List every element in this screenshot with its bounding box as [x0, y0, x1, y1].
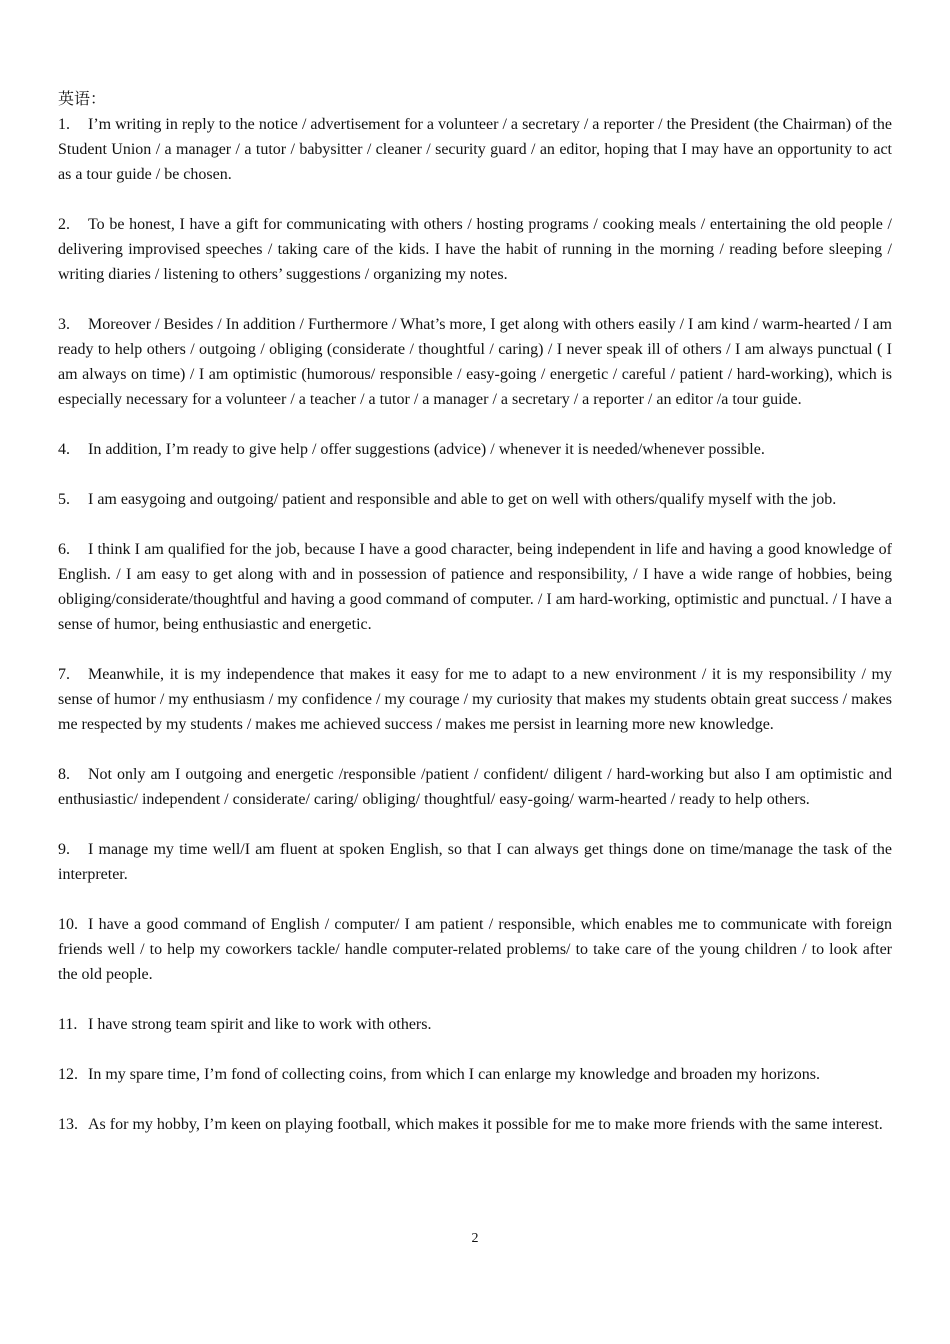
list-item	[58, 762, 892, 812]
item-number: 7.	[58, 666, 70, 683]
item-text: I have strong team spirit and like to work with others.	[88, 1016, 432, 1033]
item-text: As for my hobby, I’m keen on playing football, which makes it possible for me to make more friends with the same interest.	[88, 1116, 883, 1133]
item-number: 5.	[58, 491, 70, 508]
item-number: 13.	[58, 1116, 78, 1133]
item-text: I think I am qualified for the job, because I have a good character, being independent in life and having a good knowledge of English. / I am easy to get along with and in possession of patience and responsibility, / I have a wide range of hobbies, being obliging/considerate/thoughtful and having a good command of computer. / I am hard-working, optimistic and punctual. / I have a sense of humor, being enthusiastic and energetic.	[58, 541, 892, 633]
list-item	[58, 662, 892, 737]
item-number: 12.	[58, 1066, 78, 1083]
item-number: 8.	[58, 766, 70, 783]
sentence-list	[58, 112, 892, 1137]
list-item	[58, 437, 892, 462]
item-text: Moreover / Besides / In addition / Furthermore / What’s more, I get along with others easily / I am kind / warm-hearted / I am ready to help others / outgoing / obliging (considerate / thoughtful / caring) / I never speak ill of others / I am always punctual ( I am always on time) / I am optimistic (humorous/ responsible / easy-going / energetic / careful / patient / hard-working), which is especially necessary for a volunteer / a teacher / a tutor / a manager / a secretary / a reporter / an editor /a tour guide.	[58, 316, 892, 408]
list-item	[58, 212, 892, 287]
list-item	[58, 537, 892, 637]
item-text: I manage my time well/I am fluent at spoken English, so that I can always get things done on time/manage the task of the interpreter.	[58, 841, 892, 883]
item-text: Not only am I outgoing and energetic /responsible /patient / confident/ diligent / hard-working but also I am optimistic and enthusiastic/ independent / considerate/ caring/ obliging/ thoughtful/ easy-going/ warm-hearted / ready to help others.	[58, 766, 892, 808]
section-heading: 英语：	[58, 91, 107, 108]
item-number: 11.	[58, 1016, 78, 1033]
item-text: Meanwhile, it is my independence that makes it easy for me to adapt to a new environment / it is my responsibility / my sense of humor / my enthusiasm / my confidence / my courage / my curiosity that makes my students obtain great success / makes me respected by my students / makes me achieved success / makes me persist in learning more new knowledge.	[58, 666, 892, 733]
item-number: 6.	[58, 541, 70, 558]
item-number: 2.	[58, 216, 70, 233]
item-text: In my spare time, I’m fond of collecting coins, from which I can enlarge my knowledge and broaden my horizons.	[88, 1066, 820, 1083]
item-number: 4.	[58, 441, 70, 458]
item-text: I am easygoing and outgoing/ patient and responsible and able to get on well with others/qualify myself with the job.	[88, 491, 837, 508]
item-text: I have a good command of English / computer/ I am patient / responsible, which enables me to communicate with foreign friends well / to help my coworkers tackle/ handle computer-related problems/ to take care of the young children / to look after the old people.	[58, 916, 892, 983]
list-item	[58, 912, 892, 987]
list-item	[58, 1112, 892, 1137]
item-text: To be honest, I have a gift for communicating with others / hosting programs / cooking meals / entertaining the old people / delivering improvised speeches / taking care of the kids. I have the habit of running in the morning / reading before sleeping / writing diaries / listening to others’ suggestions / organizing my notes.	[58, 216, 892, 283]
list-item	[58, 312, 892, 412]
item-text: In addition, I’m ready to give help / offer suggestions (advice) / whenever it is needed/whenever possible.	[88, 441, 765, 458]
list-item	[58, 1062, 892, 1087]
page-number: 2	[471, 1231, 479, 1246]
list-item	[58, 487, 892, 512]
list-item	[58, 112, 892, 187]
document-page	[58, 88, 892, 1162]
item-number: 1.	[58, 116, 70, 133]
item-text: I’m writing in reply to the notice / advertisement for a volunteer / a secretary / a reporter / the President (the Chairman) of the Student Union / a manager / a tutor / babysitter / cleaner / security guard / an editor, hoping that I may have an opportunity to act as a tour guide / be chosen.	[58, 116, 892, 183]
list-item	[58, 1012, 892, 1037]
item-number: 10.	[58, 916, 78, 933]
item-number: 3.	[58, 316, 70, 333]
list-item	[58, 837, 892, 887]
item-number: 9.	[58, 841, 70, 858]
